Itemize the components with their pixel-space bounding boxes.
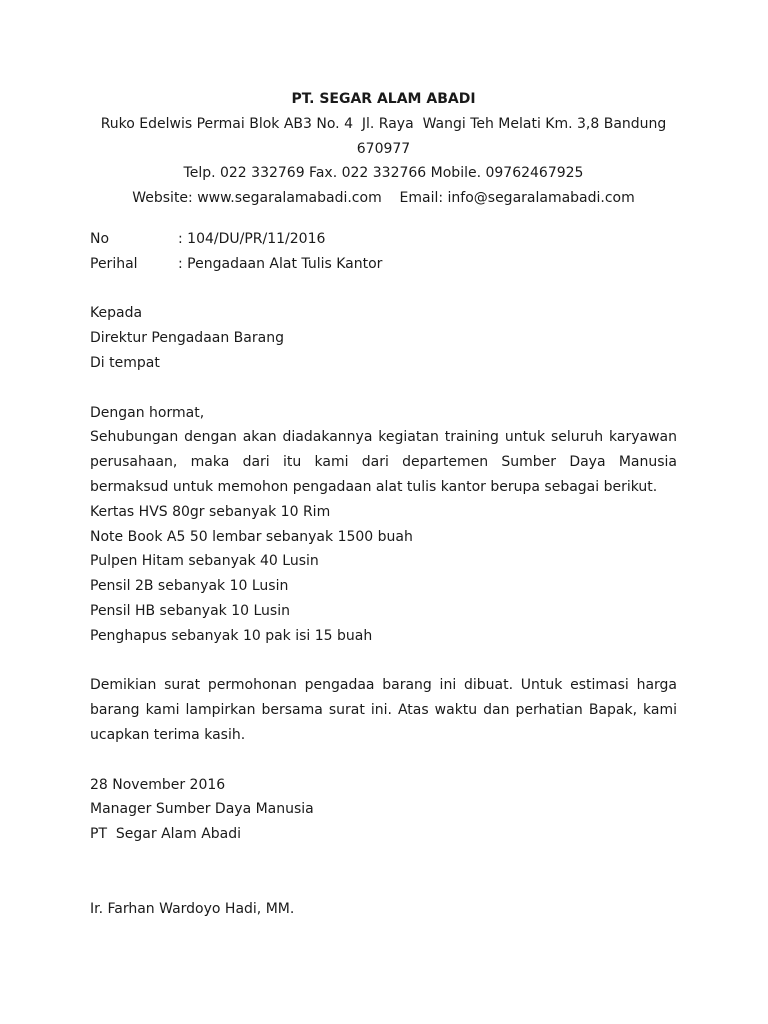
closing-paragraph: Demikian surat permohonan pengadaa barang ini dibuat. Untuk estimasi harga barang kami lampirkan bersama surat ini. Atas waktu dan perhatian Bapak, kami ucapkan terima kasih. bbox=[90, 677, 677, 743]
recipient-place: Di tempat bbox=[90, 354, 160, 371]
letter-date: 28 November 2016 bbox=[90, 776, 226, 793]
signer-position: Manager Sumber Daya Manusia bbox=[90, 801, 314, 818]
greeting: Dengan hormat, bbox=[90, 404, 205, 421]
recipient-block bbox=[90, 301, 677, 375]
letter-subject-label: Perihal bbox=[90, 255, 138, 272]
letter-subject-row bbox=[90, 252, 677, 277]
letter-body bbox=[90, 401, 677, 748]
letter-subject-value: : Pengadaan Alat Tulis Kantor bbox=[178, 255, 383, 272]
recipient-name: Direktur Pengadaan Barang bbox=[90, 330, 284, 347]
letter-number-row bbox=[90, 227, 677, 252]
intro-paragraph: Sehubungan dengan akan diadakannya kegiatan training untuk seluruh karyawan perusahaan, maka dari itu kami dari departemen Sumber Daya Manusia bermaksud untuk memohon pengadaan alat tulis kantor berupa sebagai berikut. bbox=[90, 429, 677, 495]
list-item: Pensil 2B sebanyak 10 Lusin bbox=[90, 578, 289, 595]
list-item: Pensil HB sebanyak 10 Lusin bbox=[90, 602, 290, 619]
address-line-1: Ruko Edelwis Permai Blok AB3 No. 4 Jl. Raya Wangi Teh Melati Km. 3,8 Bandung bbox=[100, 115, 667, 132]
signer-company: PT Segar Alam Abadi bbox=[90, 826, 242, 843]
letterhead bbox=[90, 87, 677, 211]
recipient-to: Kepada bbox=[90, 305, 143, 322]
letter-number-value: : 104/DU/PR/11/2016 bbox=[178, 230, 326, 247]
contact-phones: Telp. 022 332769 Fax. 022 332766 Mobile. 09762467925 bbox=[183, 165, 584, 182]
contact-web-email: Website: www.segaralamabadi.com Email: info@segaralamabadi.com bbox=[132, 190, 635, 207]
item-list bbox=[90, 500, 677, 649]
company-name: PT. SEGAR ALAM ABADI bbox=[291, 91, 476, 107]
list-item: Penghapus sebanyak 10 pak isi 15 buah bbox=[90, 627, 373, 644]
letter-number-label: No bbox=[90, 230, 110, 247]
signature-block bbox=[90, 773, 677, 922]
address-line-2: 670977 bbox=[356, 140, 411, 157]
letter-meta bbox=[90, 227, 677, 277]
signer-name: Ir. Farhan Wardoyo Hadi, MM. bbox=[90, 900, 295, 917]
list-item: Kertas HVS 80gr sebanyak 10 Rim bbox=[90, 503, 331, 520]
list-item: Pulpen Hitam sebanyak 40 Lusin bbox=[90, 553, 319, 570]
list-item: Note Book A5 50 lembar sebanyak 1500 buah bbox=[90, 528, 413, 545]
